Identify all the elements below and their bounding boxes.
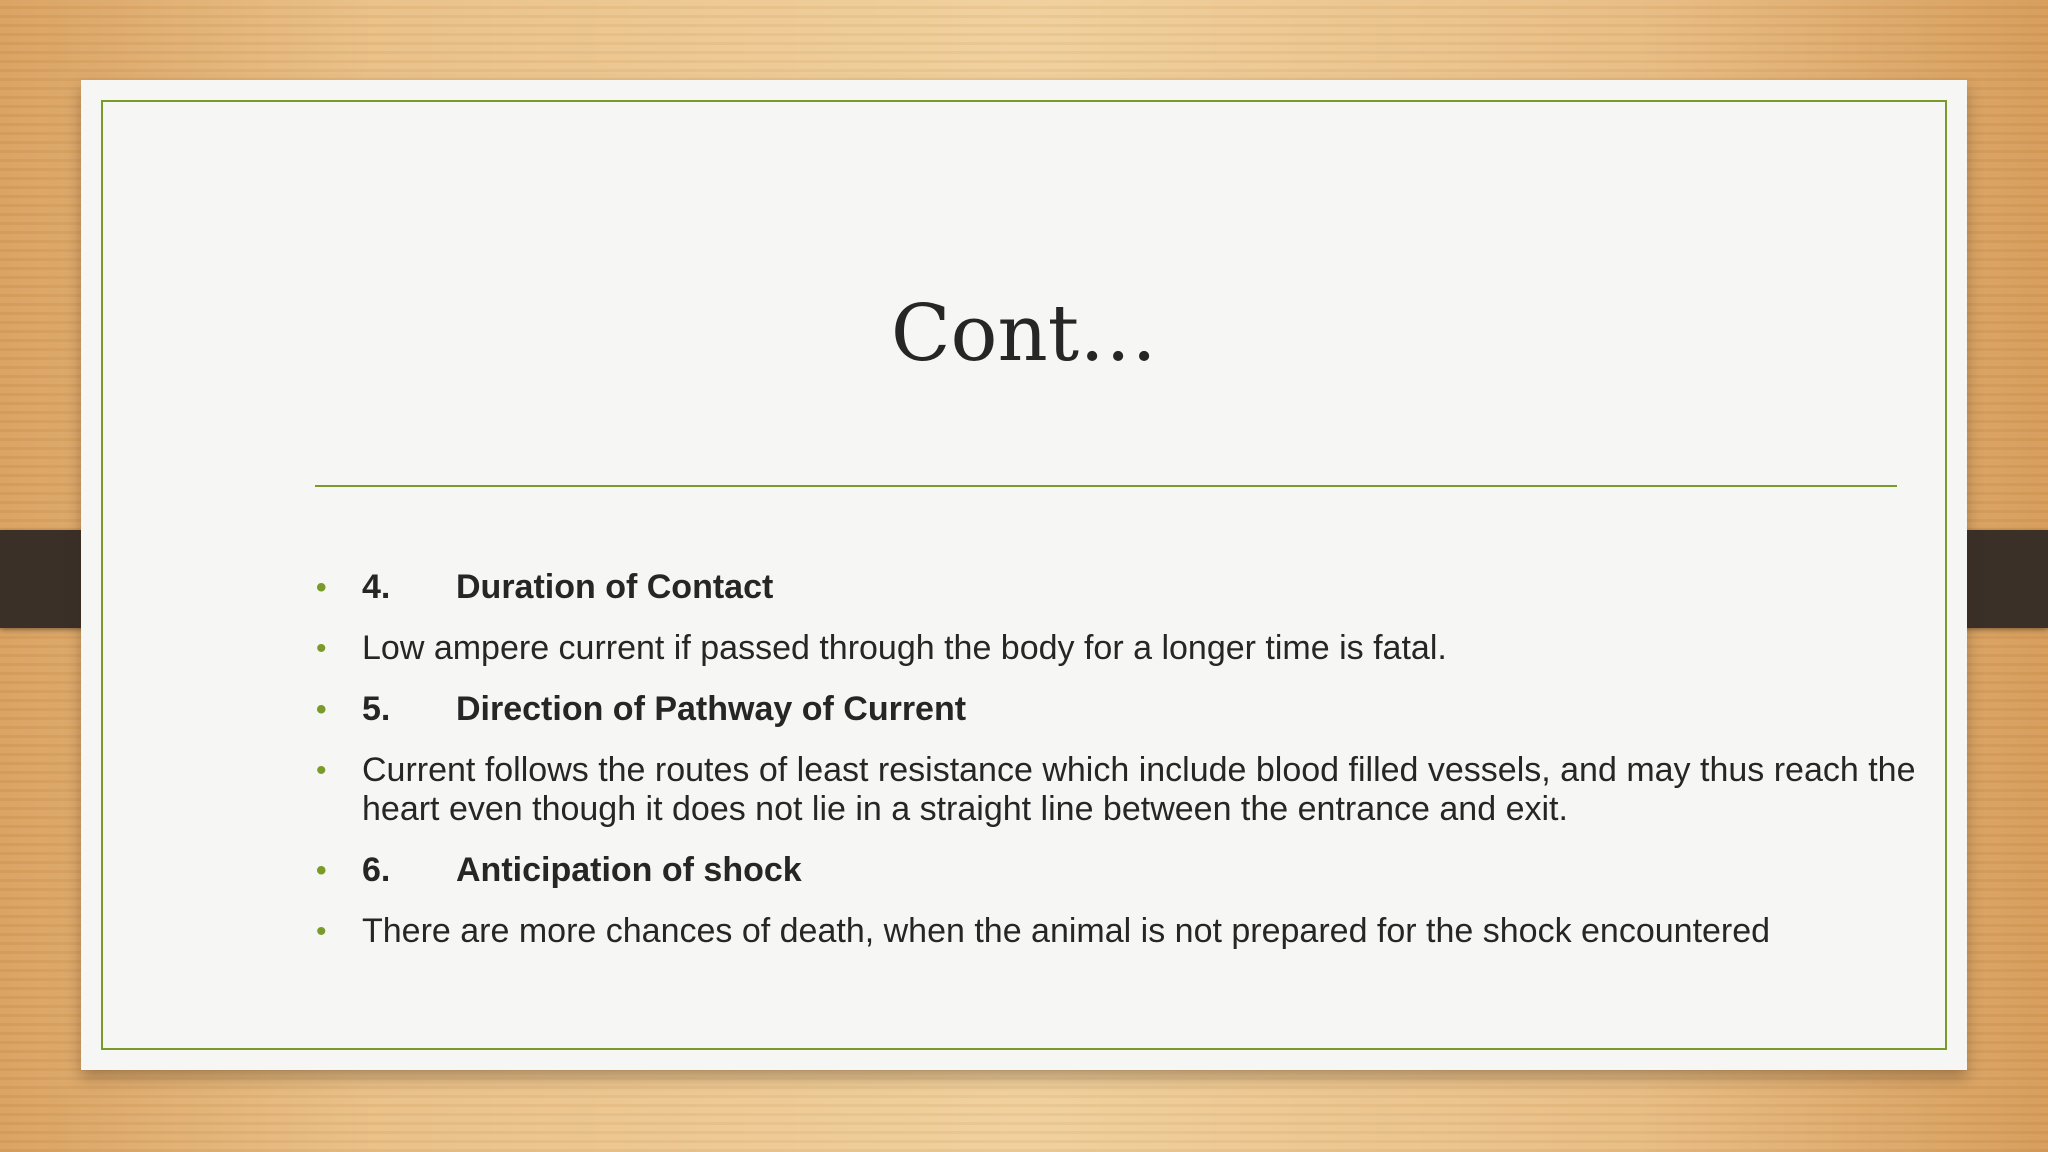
bullet-dot-icon: •: [316, 693, 327, 726]
bullet-text: Low ampere current if passed through the body for a longer time is fatal.: [362, 629, 1447, 667]
title-divider: [315, 485, 1897, 487]
bullet-dot-icon: •: [316, 754, 327, 787]
bullet-item: [316, 568, 1916, 607]
bullet-item: [316, 751, 1916, 829]
bullet-dot-icon: •: [316, 632, 327, 665]
bullet-dot-icon: •: [316, 854, 327, 887]
bullet-item: [316, 851, 1916, 890]
slide-card: [81, 80, 1967, 1070]
bullet-item: [316, 912, 1916, 951]
bullet-dot-icon: •: [316, 571, 327, 604]
bullet-text: Anticipation of shock: [456, 851, 802, 889]
bullet-number: 5.: [362, 690, 391, 728]
bullet-text: There are more chances of death, when the animal is not prepared for the shock encountered: [362, 912, 1771, 950]
bullet-text: Current follows the routes of least resistance which include blood filled vessels, and may thus reach the heart even though it does not lie in a straight line between the entrance and exit.: [362, 751, 1916, 828]
bullet-list: [316, 568, 1916, 973]
bullet-dot-icon: •: [316, 915, 327, 948]
bullet-item: [316, 690, 1916, 729]
bullet-number: 6.: [362, 851, 391, 889]
bullet-number: 4.: [362, 568, 391, 606]
bullet-text: Duration of Contact: [456, 568, 774, 606]
slide-title: Cont…: [890, 289, 1158, 379]
bullet-item: [316, 629, 1916, 668]
bullet-text: Direction of Pathway of Current: [456, 690, 967, 728]
